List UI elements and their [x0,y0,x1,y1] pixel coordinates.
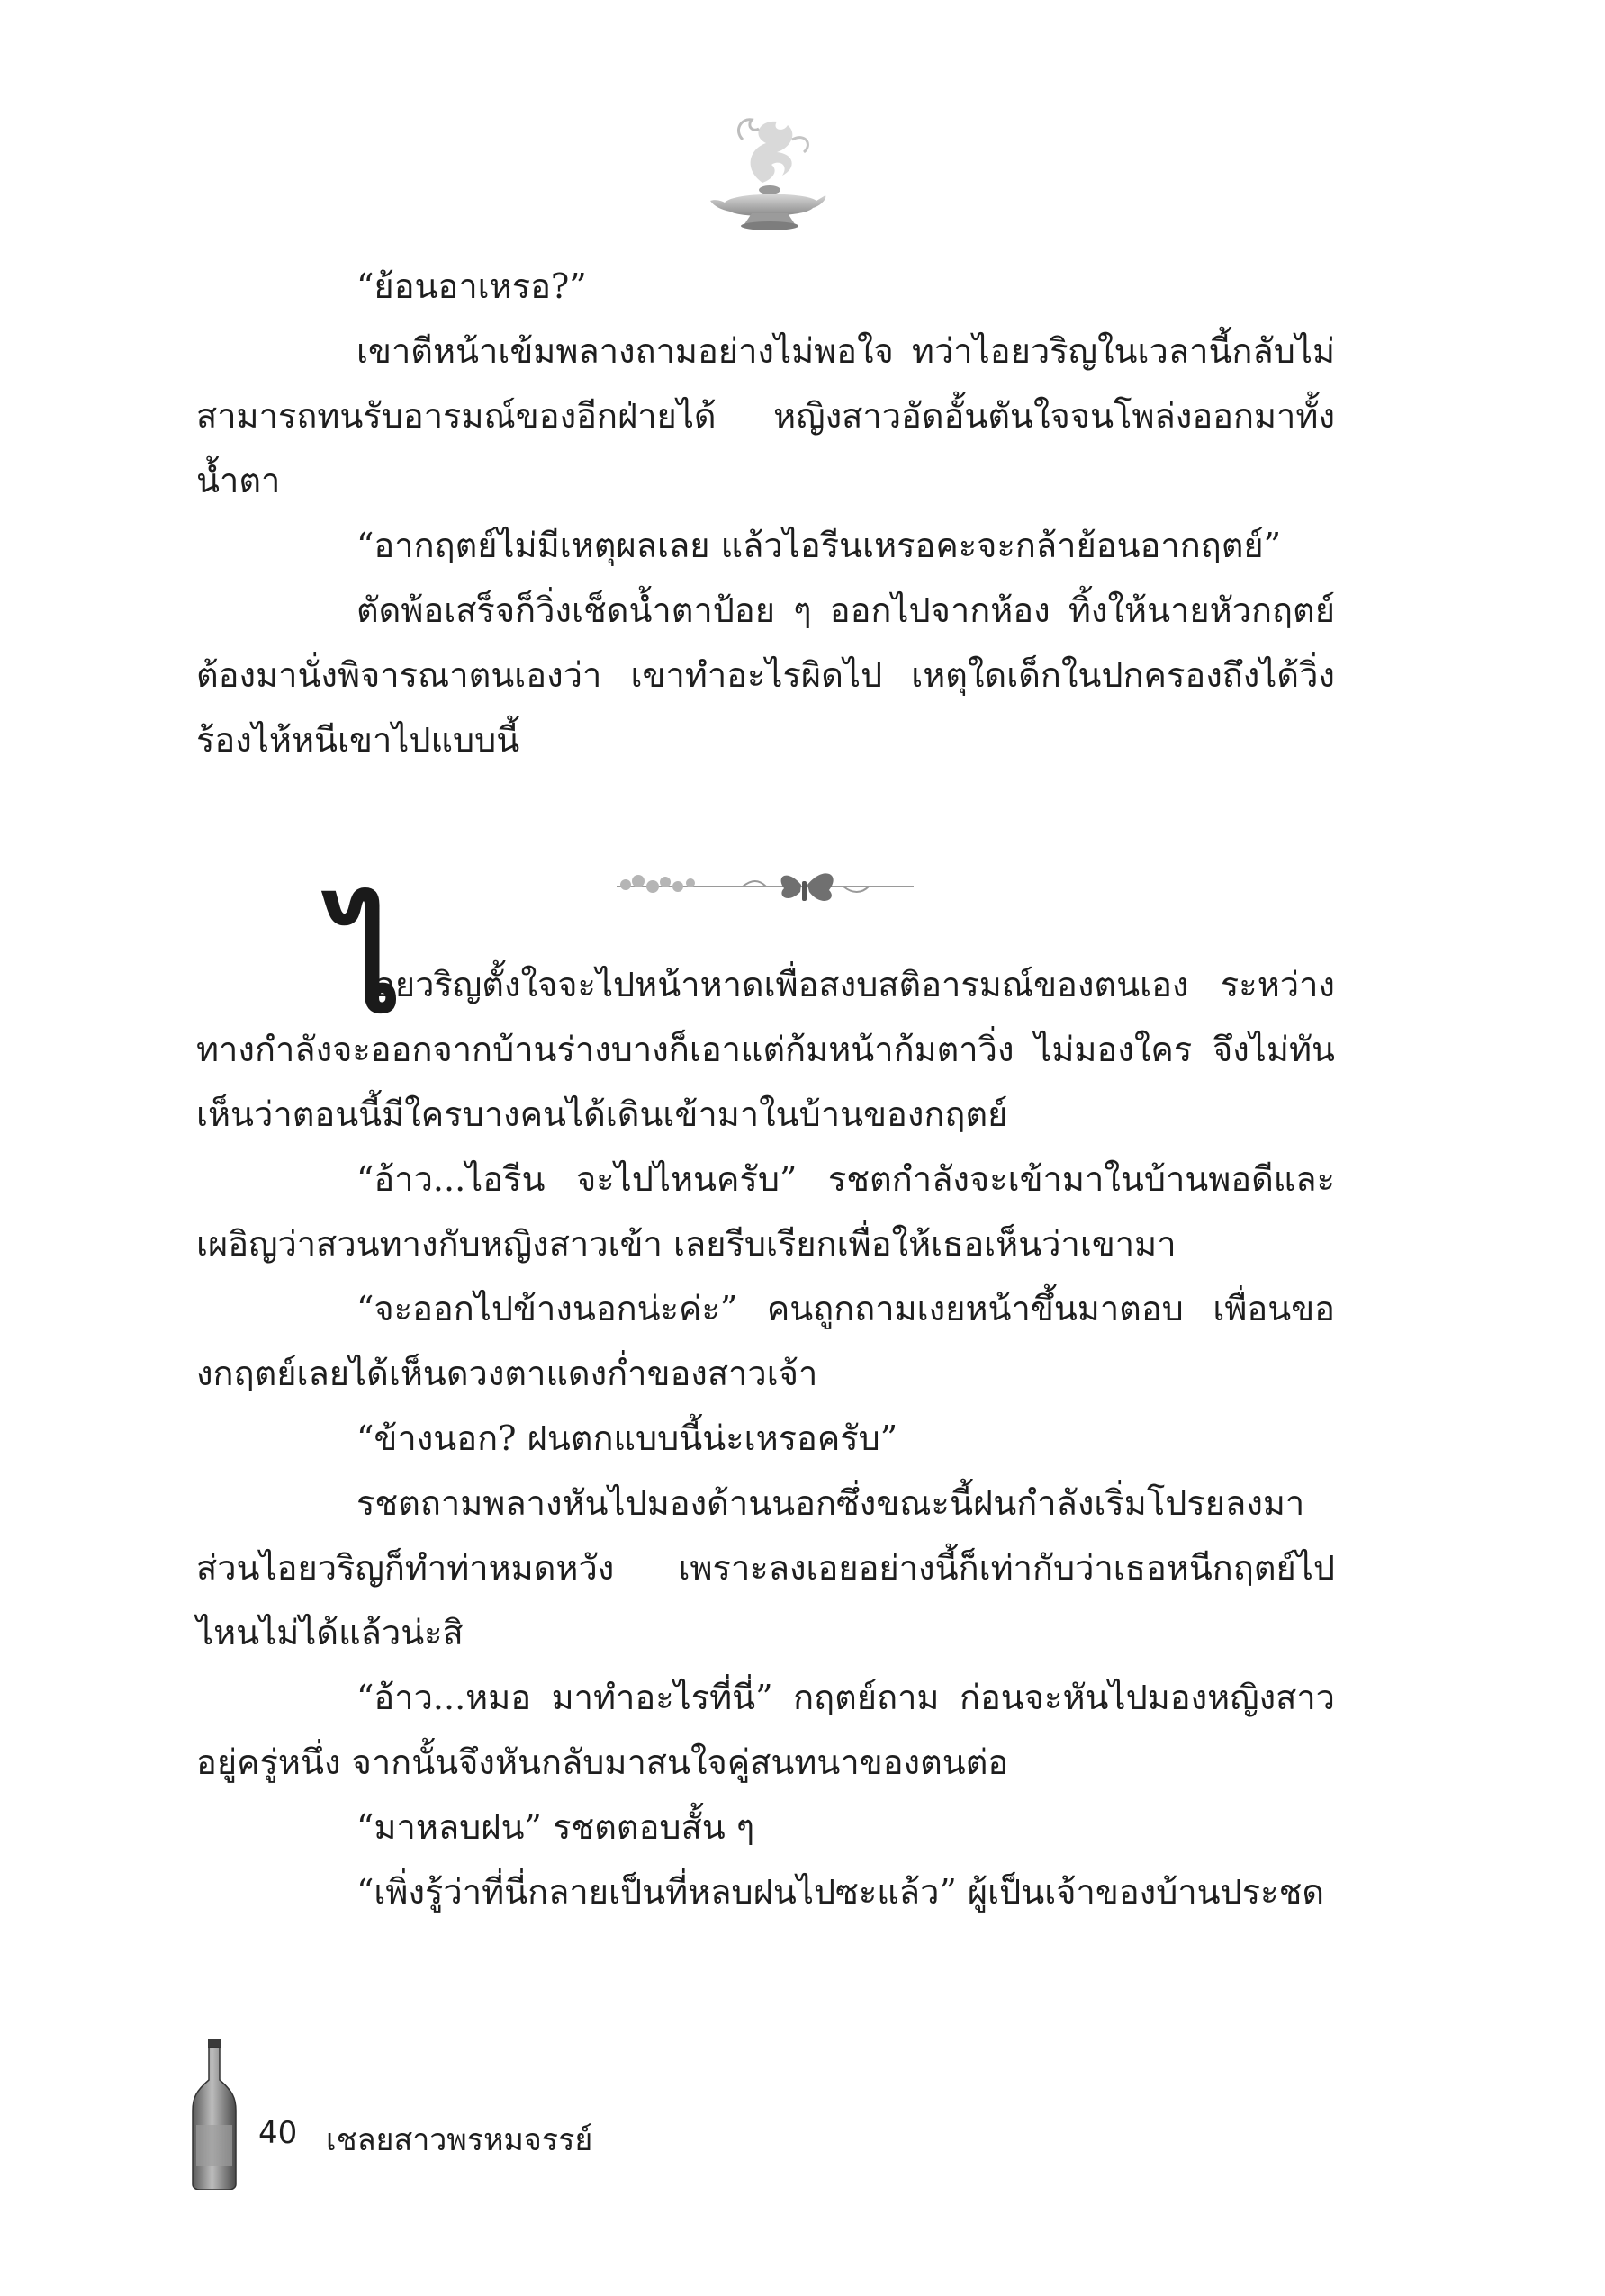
section-2 [196,885,1335,1924]
book-title: เชลยสาวพรหมจรรย์ [326,2122,593,2158]
paragraph: “ย้อนอาเหรอ?” [356,266,587,306]
drop-cap: ไ [333,885,401,1043]
paragraph: “อ้าว...ไอรีน จะไปไหนครับ” รชตกำลังจะเข้ามาในบ้านพอดีและเผอิญว่าสวนทางกับหญิงสาวเข้า เลยรีบเรียกเพื่อให้เธอเห็นว่าเขามา [196,1159,1335,1264]
paragraph: “เพิ่งรู้ว่าที่นี่กลายเป็นที่หลบฝนไปซะแล้ว” ผู้เป็นเจ้าของบ้านประชด [356,1872,1325,1912]
section-1 [196,254,1335,772]
paragraph: “อ้าว...หมอ มาทำอะไรที่นี่” กฤตย์ถาม ก่อนจะหันไปมองหญิงสาวอยู่ครู่หนึ่ง จากนั้นจึงหันกลับมาสนใจคู่สนทนาของตนต่อ [196,1678,1335,1782]
genie-lamp-icon [707,113,833,234]
paragraph: อยวริญตั้งใจจะไปหน้าหาดเพื่อสงบสติอารมณ์ของตนเอง ระหว่างทางกำลังจะออกจากบ้านร่างบางก็เอาแต่ก้มหน้าก้มตาวิ่ง ไม่มองใคร จึงไม่ทันเห็นว่าตอนนี้มีใครบางคนได้เดินเข้ามาในบ้านของกฤตย์ [196,965,1335,1134]
page-footer [191,2039,911,2192]
paragraph: เขาตีหน้าเข้มพลางถามอย่างไม่พอใจ ทว่าไอยวริญในเวลานี้กลับไม่สามารถทนรับอารมณ์ของอีกฝ่ายได้ หญิงสาวอัดอั้นตันใจจนโพล่งออกมาทั้งน้ำตา [196,331,1335,500]
dropcap-paragraph [196,885,1335,1147]
paragraph: “มาหลบฝน” รชตตอบสั้น ๆ [356,1807,755,1847]
flower-vine-butterfly-icon [608,860,918,914]
paragraph: “จะออกไปข้างนอกน่ะค่ะ” คนถูกถามเงยหน้าขึ้นมาตอบ เพื่อนของกฤตย์เลยได้เห็นดวงตาแดงก่ำของสาวเจ้า [196,1289,1335,1393]
page-number: 40 [258,2115,298,2151]
paragraph: รชตถามพลางหันไปมองด้านนอกซึ่งขณะนี้ฝนกำลังเริ่มโปรยลงมา ส่วนไอยวริญก็ทำท่าหมดหวัง เพราะลงเอยอย่างนี้ก็เท่ากับว่าเธอหนีกฤตย์ไปไหนไม่ได้แล้วน่ะสิ [196,1483,1335,1652]
wine-bottle-icon [191,2039,238,2190]
paragraph: “อากฤตย์ไม่มีเหตุผลเลย แล้วไอรีนเหรอคะจะกล้าย้อนอากฤตย์” [356,526,1282,565]
paragraph: ตัดพ้อเสร็จก็วิ่งเช็ดน้ำตาป้อย ๆ ออกไปจากห้อง ทิ้งให้นายหัวกฤตย์ต้องมานั่งพิจารณาตนเองว่า เขาทำอะไรผิดไป เหตุใดเด็กในปกครองถึงได้วิ่งร้องไห้หนีเขาไปแบบนี้ [196,590,1335,760]
paragraph: “ข้างนอก? ฝนตกแบบนี้น่ะเหรอครับ” [356,1418,898,1458]
